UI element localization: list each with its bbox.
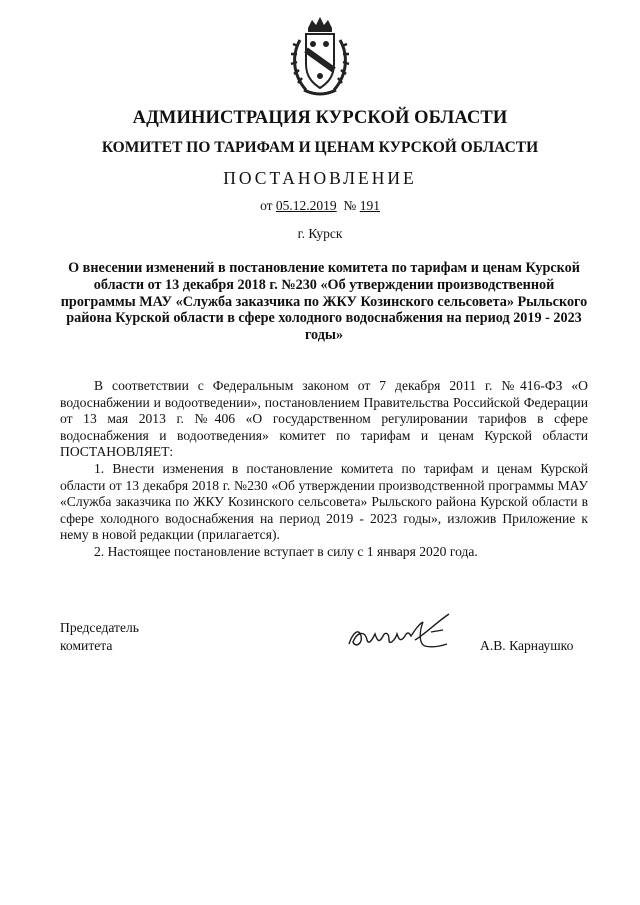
- document-body: [60, 378, 588, 561]
- signatory-role-line-1: Председатель: [60, 620, 139, 635]
- date-number-line: [0, 198, 640, 214]
- organization-name: АДМИНИСТРАЦИЯ КУРСКОЙ ОБЛАСТИ: [132, 108, 508, 128]
- handwritten-signature: [345, 610, 460, 658]
- item-2-paragraph: 2. Настоящее постановление вступает в силу с 1 января 2020 года.: [94, 543, 478, 559]
- coat-of-arms-icon: [286, 14, 354, 98]
- signatory-name: А.В. Карнаушко: [480, 638, 574, 653]
- committee-name: КОМИТЕТ ПО ТАРИФАМ И ЦЕНАМ КУРСКОЙ ОБЛАСТИ: [101, 139, 539, 156]
- document-date: 05.12.2019: [275, 198, 337, 213]
- signatory-role-line-2: комитета: [60, 638, 113, 653]
- document-title: О внесении изменений в постановление комитета по тарифам и ценам Курской области от 13 декабря 2018 г. №230 «Об утверждении производственной программы МАУ «Служба заказчика по ЖКУ Козинского сельсовета» Рыльского района Курской области в сфере холодного водоснабжения на период 2019 - 2023 годы»: [60, 260, 588, 344]
- preamble-paragraph: В соответствии с Федеральным законом от 7 декабря 2011 г. №416-ФЗ «О водоснабжении и водоотведении», постановлением Правительства Российской Федерации от 13 мая 2013 г. №406 «О государственном регулировании тарифов в сфере водоснабжения и водоотведения» комитет по тарифам и ценам Курской области ПОСТАНОВЛЯЕТ:: [60, 378, 588, 460]
- document-type: ПОСТАНОВЛЕНИЕ: [223, 168, 417, 188]
- document-number: 191: [359, 198, 380, 213]
- date-prefix: от: [260, 198, 273, 213]
- signatory-role: [60, 619, 139, 655]
- city: г. Курск: [297, 226, 343, 241]
- number-prefix: №: [343, 198, 357, 213]
- item-1-paragraph: 1. Внести изменения в постановление комитета по тарифам и ценам Курской области от 13 декабря 2018 г. №230 «Об утверждении производственной программы МАУ «Служба заказчика по ЖКУ Козинского сельсовета» Рыльского района Курской области в сфере холодного водоснабжения на период 2019 - 2023 годы», изложив Приложение к нему в новой редакции (прилагается).: [60, 460, 588, 543]
